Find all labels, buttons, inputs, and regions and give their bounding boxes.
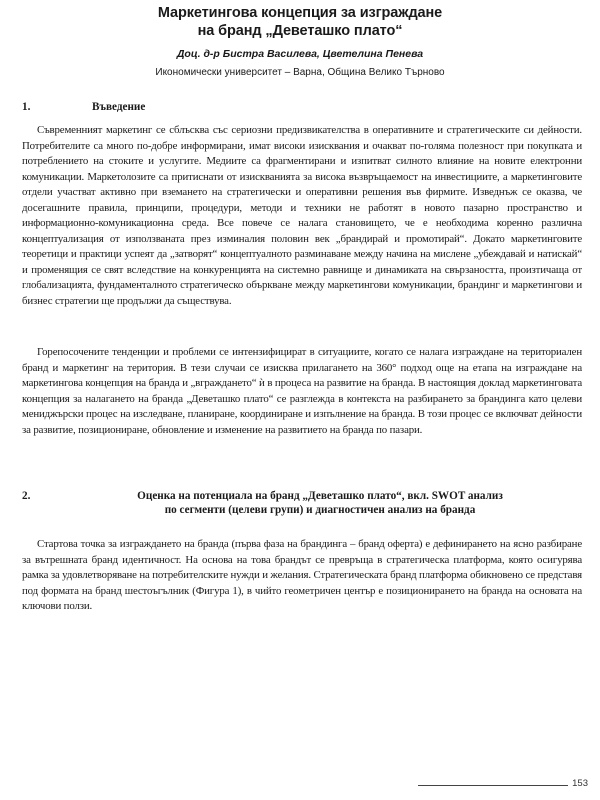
- section-1-heading: [22, 100, 578, 114]
- section-2-title-line-2: по сегменти (целеви групи) и диагностичен анализ на бранда: [164, 504, 476, 516]
- paragraph-text: Стартова точка за изграждането на бранда (първа фаза на брандинга – бранд оферта) е дефинирането на ясно разбиране за вътрешната бранд идентичност. На основа на това брандът се превръща в стратегическа платформа, която осигурява рамка за удовлетворяване на потребителските нужди и желания. Стратегическата бранд платформа обикновено се представя под формата на бранд шестоъгълник (Фигура 1), в чийто геометричен център е позиционирането на бранда на основата на ключови ползи.: [22, 538, 582, 613]
- section-1-paragraph-2: [22, 345, 582, 438]
- paragraph-text: Горепосочените тенденции и проблеми се интензифицират в ситуациите, когато се налага изграждане на териториален бранд и маркетинг на територия. В тези случаи се изисква прилагането на 360° подход още на етапа на изграждане на маркетингова концепция на бранда и „вграждането“ ѝ в процеса на развитие на бранда. В настоящия доклад маркетинговата концепция за налагането на бранда „Деветашко плато“ се разглежда в контекста на разбирането за брандинга като целеви мениджърски процес на изследване, планиране, координиране и изпълнение на бранда. В този процес се включват дейности за развитие, позициониране, обновление и изменение на развитието на бранда по пазари.: [22, 346, 582, 436]
- section-2-heading: [22, 489, 578, 531]
- author-list: Доц. д-р Бистра Василева, Цветелина Пенева: [176, 48, 424, 60]
- section-1-number: 1.: [22, 101, 31, 113]
- section-2-paragraph-1: [22, 537, 582, 615]
- paper-title-line-2: на бранд „Деветашко плато“: [197, 23, 403, 39]
- paper-title-line-1: Маркетингова концепция за изграждане: [157, 5, 443, 21]
- page-number: 153: [572, 778, 588, 789]
- section-1-title: Въведение: [92, 101, 146, 113]
- section-2-title: [62, 489, 578, 517]
- author-affiliation: Икономически университет – Варна, Община Велико Търново: [155, 67, 445, 78]
- section-1-paragraph-1: [22, 123, 582, 310]
- paragraph-text: Съвременният маркетинг се сблъсква със сериозни предизвикателства в оперативните и стратегическите си дейности. Потребителите са много по-добре информирани, имат високи изисквания и очакват по-голяма полезност при покупката и потреблението на стоките и услугите. Медиите са фрагментирани и изпитват силното влияние на новите електронни комуникации. Маркетолозите са притиснати от изискванията за висока възвръщаемост на инвестициите, а маркетинговите отдели участват активно при вземането на стратегически и оперативни решения във фирмите. Изведнъж се оказва, че досегашните правила, принципи, процедури, методи и техники не работят в новото пазарно пространство и информационно-комуникационна среда. Все повече се налага становището, че е необходима коренно различна концептуализация от използваната през изминалия половин век „брандирай и промотирай“. Докато маркетинговите теоретици и практици успеят да „затворят“ концептуалното разминаване между начина на мислене „убеждавай и натискай“ и променящия се свят вследствие на конкуренцията на системно равнище и динамиката на свързаността, произтичаща от глобализацията, фундаменталното стратегическо объркване между маркетингови комуникации, брандинг и маркетингови и бизнес стратегии ще продължи да съществува.: [22, 124, 582, 308]
- footer-divider: [418, 785, 568, 786]
- paper-title: [0, 4, 600, 40]
- section-2-number: 2.: [22, 490, 31, 502]
- section-2-title-line-1: Оценка на потенциала на бранд „Деветашко плато“, вкл. SWOT анализ: [137, 490, 503, 502]
